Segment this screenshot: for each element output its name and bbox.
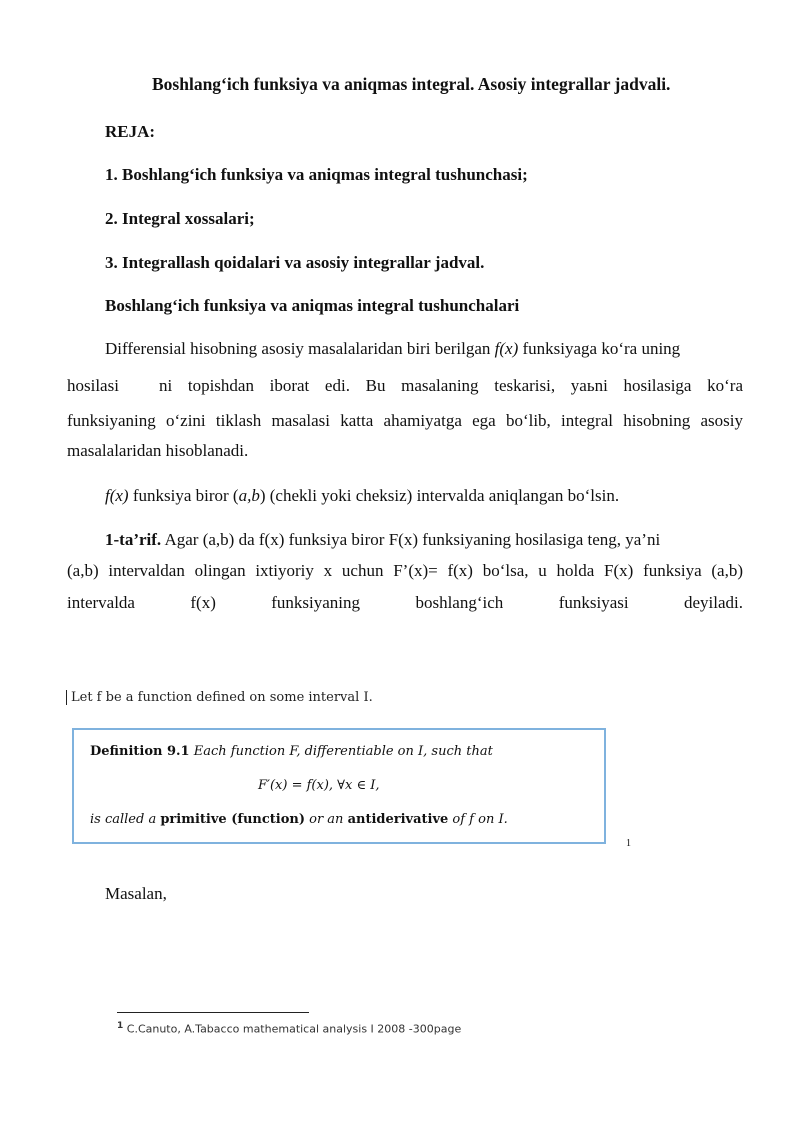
paragraph-1-line-2 bbox=[67, 377, 743, 394]
word: funksiyasi bbox=[558, 593, 629, 612]
text: hosilasi bbox=[67, 376, 119, 395]
term-antiderivative: antiderivative bbox=[347, 812, 449, 827]
paragraph-2 bbox=[105, 487, 619, 504]
word: f(x) bbox=[190, 593, 216, 612]
plan-heading: REJA: bbox=[105, 122, 156, 141]
paragraph-1-line-1 bbox=[105, 340, 743, 357]
footnote-text: C.Canuto, A.Tabacco mathematical analysis I 2008 -300page bbox=[123, 1022, 462, 1036]
definition-title: Definition 9.1 bbox=[90, 744, 190, 759]
text: Agar (a,b) da f(x) funksiya biror F(x) funksiyaning hosilasiga teng, ya’ni bbox=[161, 530, 661, 549]
text: or an bbox=[305, 812, 348, 827]
word: funksiyaning bbox=[271, 593, 361, 612]
section-heading: Boshlang‘ich funksiya va aniqmas integral tushunchalari bbox=[105, 296, 520, 315]
footnote-divider bbox=[117, 1012, 309, 1013]
footnote-mark: 1 bbox=[117, 1021, 124, 1031]
text: ) (chekli yoki cheksiz) intervalda aniqlangan bo‘lsin. bbox=[259, 486, 620, 505]
plan-item-3: 3. Integrallash qoidalari va asosiy integrallar jadval. bbox=[105, 253, 485, 272]
paragraph-1-line-3: funksiyaning o‘zini tiklash masalasi katta ahamiyatga ega bo‘lib, integral hisobning asosiy bbox=[67, 411, 743, 430]
text: funksiya biror ( bbox=[128, 486, 239, 505]
term-primitive: primitive (function) bbox=[160, 812, 305, 827]
text: ni topishdan iborat edi. Bu masalaning teskarisi, yaьni hosilasiga ko‘ra bbox=[158, 376, 743, 395]
text: funksiyaga ko‘ra uning bbox=[518, 339, 681, 358]
page-title: Boshlang‘ich funksiya va aniqmas integral. Asosiy integrallar jadvali. bbox=[152, 74, 671, 94]
math-fx: f(x) bbox=[494, 339, 519, 358]
plan-item-2: 2. Integral xossalari; bbox=[105, 209, 255, 228]
footnote-reference[interactable]: 1 bbox=[626, 838, 631, 849]
word: intervalda bbox=[67, 593, 135, 612]
text: Differensial hisobning asosiy masalalaridan biri berilgan bbox=[105, 339, 495, 358]
text: Each function F, differentiable on I, such that bbox=[189, 744, 493, 759]
scan-intro: Let f be a function defined on some interval I. bbox=[66, 690, 626, 705]
text: is called a bbox=[90, 812, 161, 827]
masalan-text: Masalan, bbox=[105, 884, 167, 903]
math-ab: a,b bbox=[238, 486, 260, 505]
paragraph-1-line-4: masalalaridan hisoblanadi. bbox=[67, 441, 249, 460]
plan-item-1: 1. Boshlang‘ich funksiya va aniqmas integral tushunchasi; bbox=[105, 165, 528, 184]
scanned-definition-image bbox=[66, 690, 626, 827]
definition-box-line-1 bbox=[90, 744, 493, 759]
definition-label: 1-ta’rif. bbox=[105, 530, 162, 549]
math-fx: f(x) bbox=[105, 486, 129, 505]
definition-box-line-3 bbox=[90, 812, 508, 827]
definition-formula: F′(x) = f(x), ∀x ∈ I, bbox=[258, 778, 380, 793]
text: of f on I. bbox=[448, 812, 508, 827]
definition-line-3 bbox=[67, 593, 743, 613]
definition-line-2: (a,b) intervaldan olingan ixtiyoriy x uchun F’(x)= f(x) bo‘lsa, u holda F(x) funksiya (a,b) bbox=[67, 561, 743, 580]
footnote bbox=[117, 1021, 461, 1036]
definition-box bbox=[72, 728, 606, 844]
word: boshlang‘ich bbox=[415, 593, 504, 612]
word: deyiladi. bbox=[683, 593, 743, 612]
definition-line-1 bbox=[105, 531, 743, 548]
